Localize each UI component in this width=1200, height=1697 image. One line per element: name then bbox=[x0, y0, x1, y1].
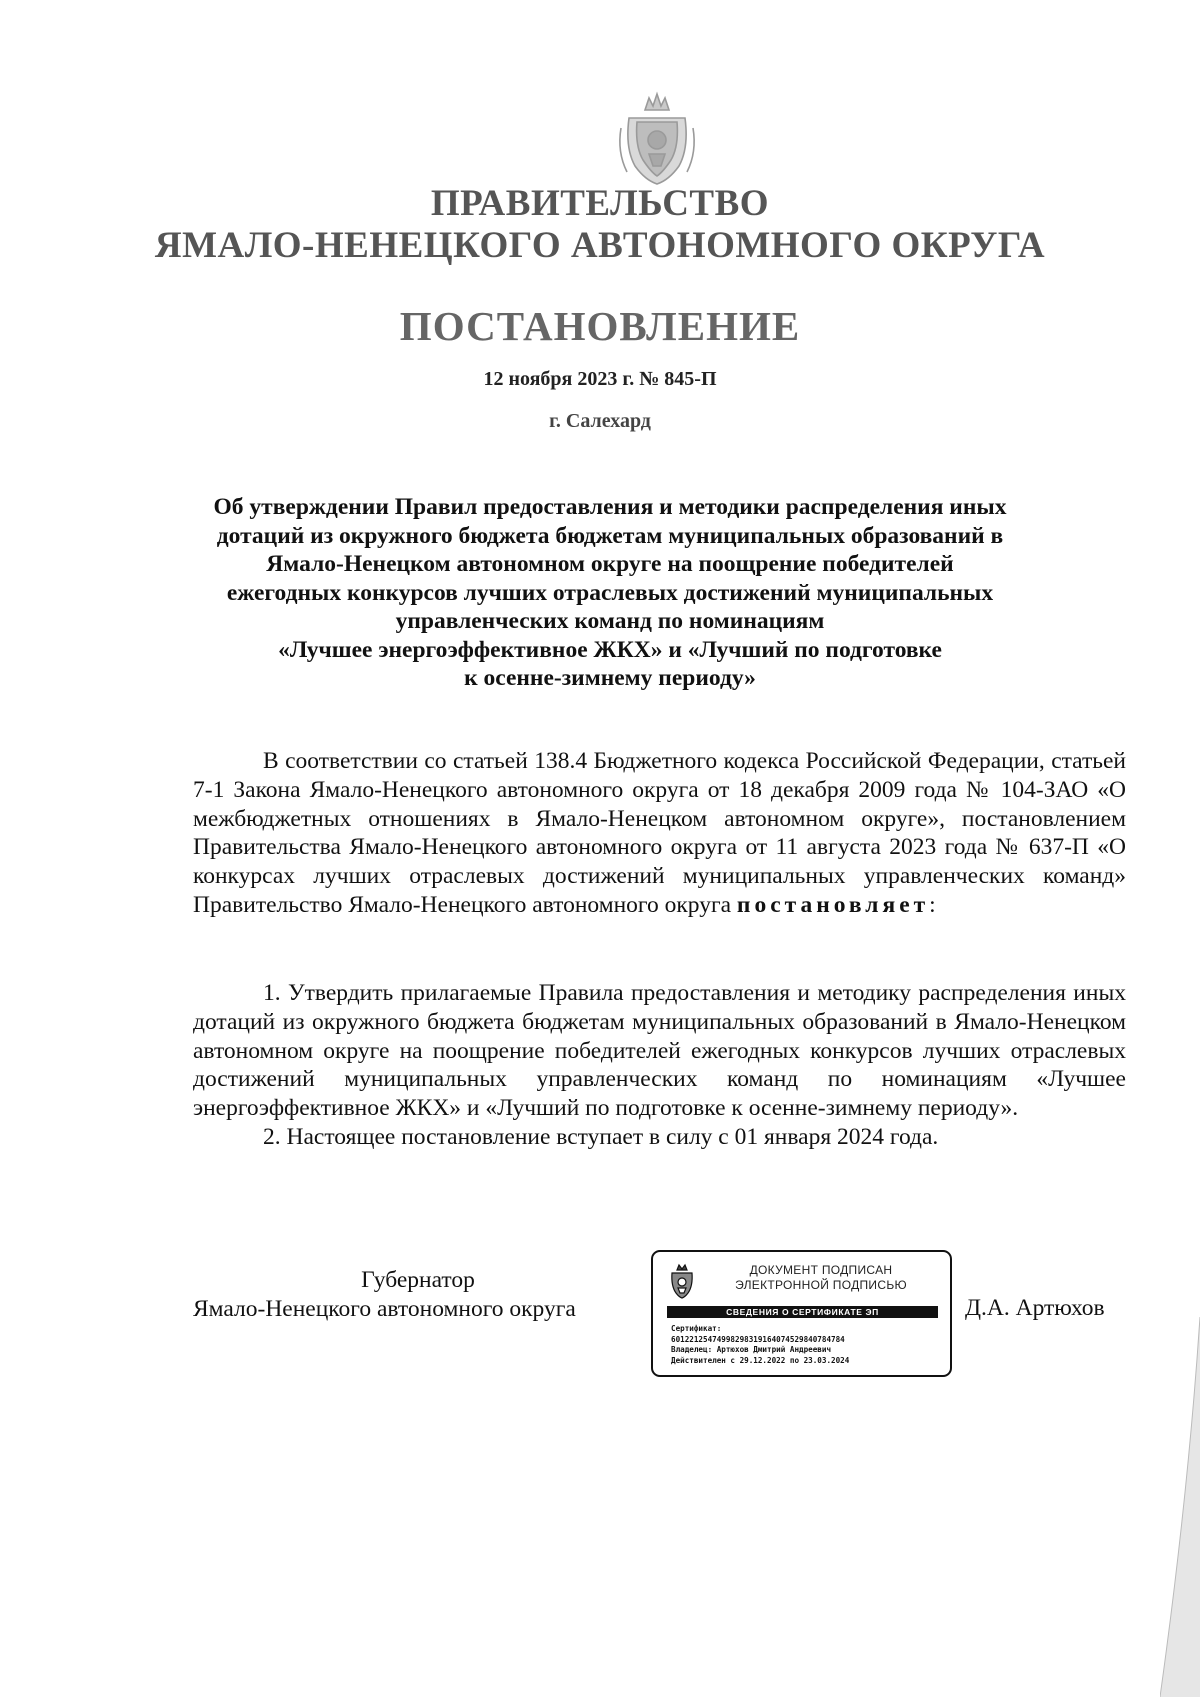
signatory-name: Д.А. Артюхов bbox=[965, 1295, 1105, 1321]
list-item: 1. Утвердить прилагаемые Правила предоставления и методику распределения иных дотаций из окружного бюджета бюджетам муниципальных образований в Ямало-Ненецком автономном округе на поощрение победителей ежегодных конкурсов лучших отраслевых достижений муниципальных управленческих команд по номинациям «Лучшее энергоэффективное ЖКХ» и «Лучший по подготовке к осенне-зимнему периоду». bbox=[193, 980, 1126, 1122]
document-subject bbox=[195, 493, 1025, 693]
preamble-text: В соответствии со статьей 138.4 Бюджетного кодекса Российской Федерации, статьей 7-1 Закона Ямало-Ненецкого автономного округа от 18 декабря 2009 года № 104-ЗАО «О межбюджетных отношениях в Ямало-Ненецком автономном округе», постановлением Правительства Ямало-Ненецкого автономного округа от 11 августа 2023 года № 637-П «О конкурсах лучших отраслевых достижений муниципальных управленческих команд» Правительство Ямало-Ненецкого автономного округа bbox=[193, 748, 1126, 918]
stamp-title-line: ДОКУМЕНТ ПОДПИСАН bbox=[749, 1263, 893, 1277]
region-title: ЯМАЛО-НЕНЕЦКОГО АВТОНОМНОГО ОКРУГА bbox=[154, 225, 1046, 266]
stamp-certificate-header: СВЕДЕНИЯ О СЕРТИФИКАТЕ ЭП bbox=[667, 1306, 938, 1318]
signatory-position: Губернатор bbox=[361, 1267, 475, 1293]
stamp-certificate-info bbox=[671, 1324, 941, 1366]
city: г. Салехард bbox=[549, 410, 651, 432]
subject-line: дотаций из окружного бюджета бюджетам муниципальных образований в bbox=[216, 522, 1004, 549]
subject-line: управленческих команд по номинациям bbox=[395, 608, 825, 634]
electronic-signature-stamp bbox=[651, 1250, 952, 1377]
preamble-colon: : bbox=[929, 891, 936, 918]
government-title: ПРАВИТЕЛЬСТВО bbox=[430, 183, 770, 224]
coat-of-arms-icon bbox=[667, 1262, 697, 1300]
signatory-region: Ямало-Ненецкого автономного округа bbox=[193, 1296, 576, 1322]
signatory-title bbox=[193, 1266, 643, 1324]
decree-verb: постановляет bbox=[736, 891, 930, 918]
resolution-items bbox=[193, 979, 1126, 1152]
page-curl bbox=[1160, 1317, 1200, 1697]
date-number: 12 ноября 2023 г. № 845-П bbox=[483, 368, 717, 390]
cert-number: 60122125474998298319164074529840784784 bbox=[671, 1334, 845, 1344]
subject-line: «Лучшее энергоэффективное ЖКХ» и «Лучший по подготовке bbox=[278, 636, 942, 663]
stamp-title-line: ЭЛЕКТРОННОЙ ПОДПИСЬЮ bbox=[735, 1278, 907, 1292]
list-item: 2. Настоящее постановление вступает в силу с 01 января 2024 года. bbox=[263, 1123, 939, 1150]
coat-of-arms-icon bbox=[615, 88, 699, 188]
subject-line: Об утверждении Правил предоставления и методики распределения иных bbox=[213, 494, 1007, 520]
cert-validity: Действителен с 29.12.2022 по 23.03.2024 bbox=[671, 1355, 850, 1365]
subject-line: Ямало-Ненецком автономном округе на поощрение победителей bbox=[266, 551, 954, 577]
preamble-paragraph bbox=[193, 747, 1126, 920]
subject-line: к осенне-зимнему периоду» bbox=[464, 665, 756, 691]
document-type: ПОСТАНОВЛЕНИЕ bbox=[399, 303, 801, 349]
subject-line: ежегодных конкурсов лучших отраслевых достижений муниципальных bbox=[226, 579, 994, 606]
stamp-title bbox=[701, 1263, 941, 1293]
cert-owner: Владелец: Артюхов Дмитрий Андреевич bbox=[671, 1345, 832, 1354]
cert-label: Сертификат: bbox=[671, 1324, 722, 1333]
